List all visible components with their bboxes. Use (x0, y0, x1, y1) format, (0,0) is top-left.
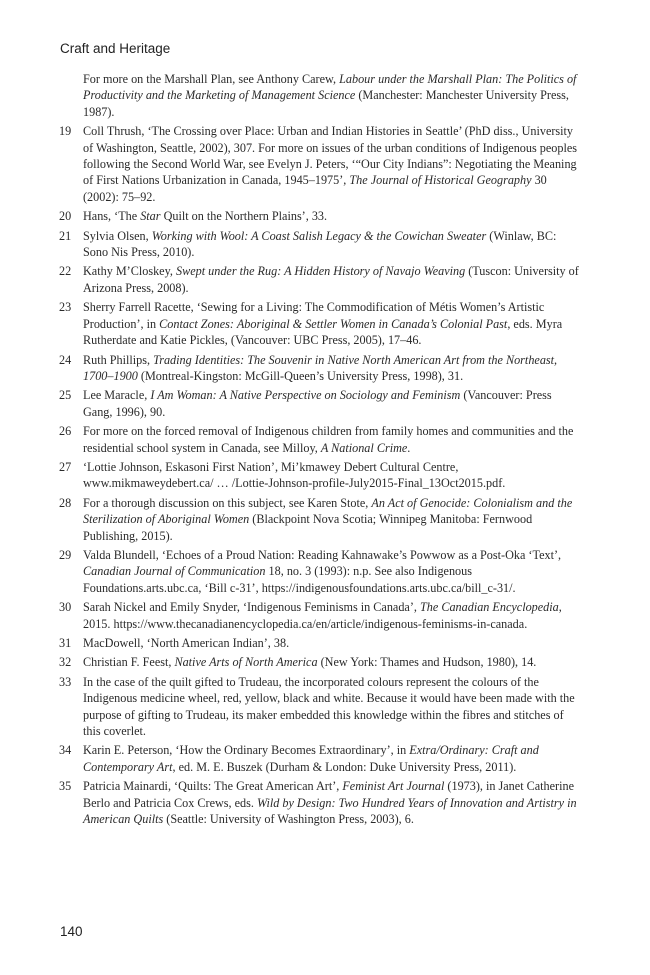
endnote-number: 35 (59, 779, 72, 794)
text-run: For more on the Marshall Plan, see Anthony Carew, (83, 72, 340, 86)
text-run: (Tuscon: University of Arizona Press, 2008). (83, 264, 579, 295)
italic-title: Star (140, 209, 161, 224)
endnote-text (83, 599, 584, 632)
endnote (59, 208, 584, 224)
endnote-number: 19 (59, 124, 72, 139)
endnote (59, 547, 584, 596)
text-run: (Manchester: Manchester University Press, 1987). (83, 88, 569, 119)
endnote-number: 28 (59, 495, 72, 510)
endnote-number: 29 (59, 547, 72, 562)
text-run: Valda Blundell, ‘Echoes of a Proud Nation: Reading Kahnawake’s Powwow as a Post-Oka ‘Text’, (83, 547, 562, 562)
italic-title: The Journal of Historical Geography (349, 173, 532, 188)
running-head: Craft and Heritage (60, 41, 171, 56)
text-run: Quilt on the Northern Plains’, 33. (160, 209, 328, 224)
endnote-text (83, 778, 584, 827)
endnote-text (83, 742, 584, 775)
text-run: ‘Lottie Johnson, Eskasoni First Nation’, Mi’kmawey Debert Cultural Centre, www.mikmaweydebert.ca/ … /Lottie-Johnson-profile-July2015-Final_13Oct2015.pdf. (83, 459, 506, 491)
endnote-text (83, 263, 584, 296)
text-run: Hans, ‘The (83, 209, 141, 224)
endnote-number: 25 (59, 388, 72, 403)
endnote (59, 635, 584, 651)
endnote-text (83, 299, 584, 348)
endnote (59, 71, 584, 120)
text-run: (Winlaw, BC: Sono Nis Press, 2010). (83, 228, 557, 260)
italic-title: Wild by Design: Two Hundred Years of Innovation and Artistry in American Quilts (83, 795, 577, 827)
endnote (59, 423, 584, 456)
endnote-text (83, 635, 584, 651)
endnote-text (83, 674, 584, 740)
text-run: Lee Maracle, (83, 388, 151, 403)
endnote (59, 599, 584, 632)
endnote-text (83, 123, 584, 205)
endnote (59, 263, 584, 296)
endnote-number: 31 (59, 636, 72, 650)
endnote-text (83, 387, 584, 420)
text-run: , 2015. https://www.thecanadianencyclopedia.ca/en/article/indigenous-feminisms-in-canada. (83, 600, 562, 631)
text-run: . (407, 440, 411, 455)
endnote-number: 30 (59, 600, 72, 615)
italic-title: Trading Identities: The Souvenir in Native North American Art from the Northeast, 1700–1900 (83, 352, 558, 383)
endnote (59, 123, 584, 205)
text-run: (Seattle: University of Washington Press, 2003), 6. (163, 812, 414, 827)
text-run: For a thorough discussion on this subject, see Karen Stote, (83, 495, 372, 510)
endnote (59, 495, 584, 544)
endnote-number: 24 (59, 352, 72, 367)
text-run: (Montreal-Kingston: McGill-Queen’s University Press, 1998), 31. (137, 368, 464, 383)
endnote-number: 27 (59, 459, 72, 474)
text-run: (New York: Thames and Hudson, 1980), 14. (317, 655, 537, 670)
text-run: Sylvia Olsen, (83, 228, 152, 243)
text-run: Ruth Phillips, (83, 352, 154, 367)
italic-title: Feminist Art Journal (342, 779, 445, 794)
text-run: 30 (2002): 75–92. (83, 173, 547, 204)
text-run: MacDowell, ‘North American Indian’, 38. (83, 636, 290, 650)
italic-title: Swept under the Rug: A Hidden History of Navajo Weaving (175, 264, 466, 279)
endnote (59, 299, 584, 348)
endnotes-list (59, 71, 584, 830)
endnote (59, 654, 584, 670)
text-run: (Vancouver: Press Gang, 1996), 90. (83, 388, 552, 419)
page-number: 140 (60, 924, 83, 939)
endnote-number: 20 (59, 209, 72, 224)
italic-title: Extra/Ordinary: Craft and Contemporary Art (83, 743, 539, 774)
text-run: Karin E. Peterson, ‘How the Ordinary Becomes Extraordinary’, in (83, 743, 410, 758)
endnote-number: 23 (59, 300, 72, 315)
endnote (59, 352, 584, 385)
endnote-number: 32 (59, 655, 72, 670)
endnote (59, 778, 584, 827)
text-run: Kathy M’Closkey, (83, 264, 176, 279)
text-run: Patricia Mainardi, ‘Quilts: The Great American Art’, (83, 779, 343, 794)
endnote-text (83, 654, 584, 670)
italic-title: I Am Woman: A Native Perspective on Sociology and Feminism (150, 388, 461, 403)
italic-title: Native Arts of North America (174, 655, 318, 670)
text-run: Coll Thrush, ‘The Crossing over Place: Urban and Indian Histories in Seattle’ (PhD diss., University of Washington, Seattle, 2002), 307. For more on issues of the urban conditions of Indigenous peoples following the Second World War, see Evelyn J. Peters, ‘“Our City Indians”: Negotiating the Meaning of First Nations Urbanization in Canada, 1945–1975’, (83, 124, 578, 188)
endnote-text (83, 423, 584, 456)
endnote-number: 34 (59, 743, 72, 758)
endnote-number: 22 (59, 264, 72, 279)
endnote (59, 228, 584, 261)
endnote-text (83, 495, 584, 544)
text-run: For more on the forced removal of Indigenous children from family homes and communities and the residential school system in Canada, see Milloy, (83, 424, 574, 455)
endnote (59, 387, 584, 420)
endnote-text (83, 547, 584, 596)
italic-title: Canadian Journal of Communication (83, 564, 266, 579)
italic-title: An Act of Genocide: Colonialism and the Sterilization of Aboriginal Women (83, 495, 573, 527)
text-run: Christian F. Feest, (83, 655, 175, 670)
text-run: , ed. M. E. Buszek (Durham & London: Duke University Press, 2011). (172, 759, 517, 774)
italic-title: Labour under the Marshall Plan: The Politics of Productivity and the Marketing of Management Science (83, 72, 577, 103)
endnote-text (83, 352, 584, 385)
italic-title: Working with Wool: A Coast Salish Legacy & the Cowichan Sweater (151, 228, 487, 243)
text-run: (Blackpoint Nova Scotia; Winnipeg Manitoba: Fernwood Publishing, 2015). (83, 512, 533, 543)
endnote-text (83, 71, 584, 120)
endnote (59, 459, 584, 492)
endnote-text (83, 459, 584, 492)
endnote-number: 21 (59, 228, 72, 243)
italic-title: Contact Zones: Aboriginal & Settler Women in Canada’s Colonial Past (159, 316, 508, 331)
endnote-text (83, 208, 584, 224)
italic-title: A National Crime (320, 440, 408, 455)
text-run: 18, no. 3 (1993): n.p. See also Indigenous Foundations.arts.ubc.ca, ‘Bill c-31’, https://indigenousfoundations.arts.ubc.ca/bill_c-31/. (83, 564, 516, 595)
endnote-number: 33 (59, 674, 72, 689)
endnote (59, 674, 584, 740)
endnote (59, 742, 584, 775)
endnote-text (83, 228, 584, 261)
text-run: , eds. Myra Rutherdate and Katie Pickles, (Vancouver: UBC Press, 2005), 17–46. (83, 316, 563, 348)
text-run: Sherry Farrell Racette, ‘Sewing for a Living: The Commodification of Métis Women’s Artistic Production’, in (83, 300, 545, 331)
italic-title: The Canadian Encyclopedia (419, 600, 559, 615)
endnote-number: 26 (59, 424, 72, 439)
text-run: In the case of the quilt gifted to Trudeau, the incorporated colours represent the colours of the Indigenous medicine wheel, red, yellow, black and white. Because it would have been made with the purpose of gifting to Trudeau, its maker embedded this knowledge within the fibres and stitches of this coverlet. (83, 674, 575, 739)
text-run: (1973), in Janet Catherine Berlo and Patricia Cox Crews, eds. (83, 779, 574, 810)
text-run: Sarah Nickel and Emily Snyder, ‘Indigenous Feminisms in Canada’, (83, 600, 420, 615)
